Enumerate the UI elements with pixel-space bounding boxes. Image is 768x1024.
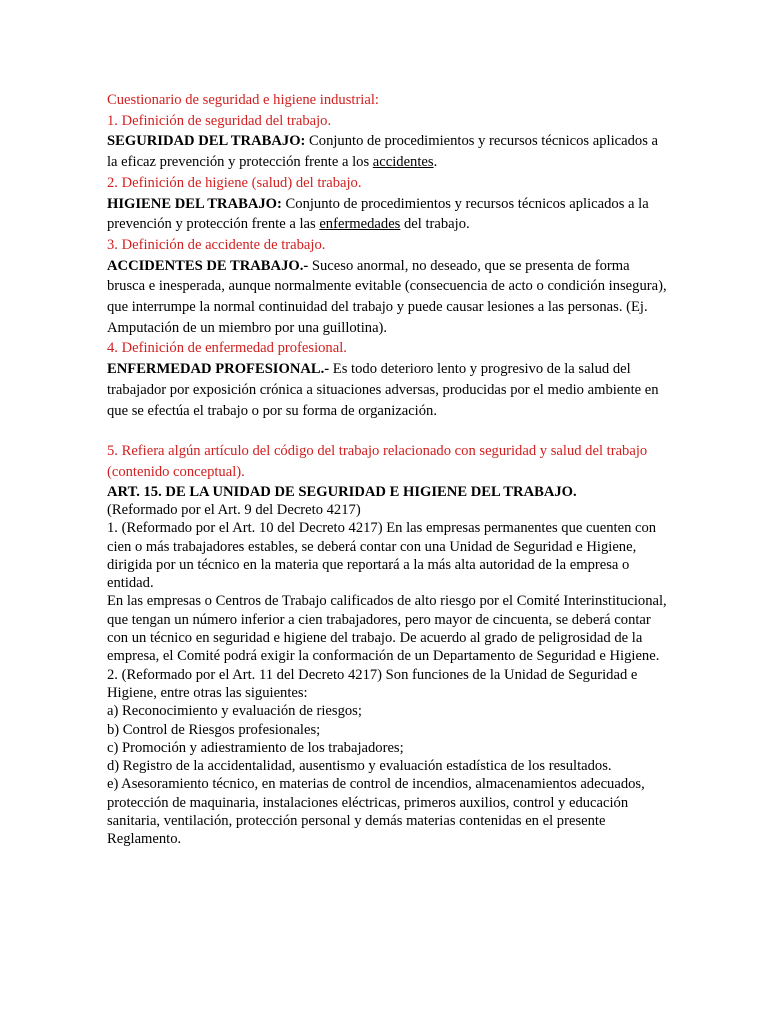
article-heading-text: ART. 15. DE LA UNIDAD DE SEGURIDAD E HIGIENE DEL TRABAJO. [107,483,577,500]
answer-2-text: Conjunto de procedimientos y recursos técnicos aplicados a la prevención y protección frente a las [107,195,649,233]
answer-1-underlined: accidentes [372,154,434,171]
question-3: 3. Definición de accidente de trabajo. [107,236,326,253]
article-paragraph-2: En las empresas o Centros de Trabajo calificados de alto riesgo por el Comité Interinstitucional, que tengan un número inferior a cien trabajadores, pero mayor de cincuenta, se deberá contar con un técnico en seguridad e higiene del trabajo. De acuerdo al grado de peligrosidad de la empresa, el Comité podrá exigir la conformación de un Departamento de Seguridad e Higiene. [107,593,667,665]
answer-3 [107,256,667,339]
questionnaire-section [107,90,667,483]
list-item: a) Reconocimiento y evaluación de riesgos; [107,703,362,720]
document-title: Cuestionario de seguridad e higiene industrial: [107,92,379,108]
question-4: 4. Definición de enfermedad profesional. [107,340,347,357]
list-item: c) Promoción y adiestramiento de los trabajadores; [107,739,404,756]
answer-2 [107,194,667,235]
answer-1-term: SEGURIDAD DEL TRABAJO: [107,133,306,150]
article-paragraph-1: 1. (Reformado por el Art. 10 del Decreto 4217) En las empresas permanentes que cuenten con cien o más trabajadores estables, se deberá contar con una Unidad de Seguridad e Higiene, dirigida por un técnico en la materia que reportará a la más alta autoridad de la empresa o entidad. [107,520,657,592]
answer-3-term: ACCIDENTES DE TRABAJO.- [107,257,309,274]
list-item: d) Registro de la accidentalidad, ausentismo y evaluación estadística de los resultados. [107,758,612,775]
answer-1-end: . [433,154,438,171]
question-1: 1. Definición de seguridad del trabajo. [107,112,332,129]
list-item: b) Control de Riesgos profesionales; [107,721,321,738]
answer-4 [107,359,667,421]
article-heading [107,483,667,501]
answer-2-term: HIGIENE DEL TRABAJO: [107,195,282,212]
answer-4-text: Es todo deterioro lento y progresivo de la salud del trabajador por exposición crónica a situaciones adversas, producidas por el medio ambiente en que se efectúa el trabajo o por su forma de organización. [107,361,659,419]
document-page [107,90,667,849]
article-section [107,483,667,849]
question-5: 5. Refiera algún artículo del código del trabajo relacionado con seguridad y salud del trabajo (contenido conceptual). [107,443,648,480]
list-item: e) Asesoramiento técnico, en materias de control de incendios, almacenamientos adecuados, protección de maquinaria, instalaciones eléctricas, primeros auxilios, control y educación sanitaria, ventilación, protección personal y demás materias contenidas en el presente Reglamento. [107,776,645,848]
answer-1 [107,131,667,172]
article-reform-note: (Reformado por el Art. 9 del Decreto 4217) [107,501,361,518]
paragraph-gap [107,421,667,441]
answer-1-text: Conjunto de procedimientos y recursos técnicos aplicados a la eficaz prevención y protección frente a los [107,133,658,171]
question-2: 2. Definición de higiene (salud) del trabajo. [107,174,362,191]
answer-2-end: del trabajo. [400,216,470,233]
answer-2-underlined: enfermedades [319,216,401,233]
answer-3-text: Suceso anormal, no deseado, que se presenta de forma brusca e inesperada, aunque normalmente evitable (consecuencia de acto o condición insegura), que interrumpe la normal continuidad del trabajo y puede causar lesiones a las personas. (Ej. Amputación de un miembro por una guillotina). [107,257,667,336]
answer-4-term: ENFERMEDAD PROFESIONAL.- [107,361,330,378]
article-paragraph-3: 2. (Reformado por el Art. 11 del Decreto 4217) Son funciones de la Unidad de Seguridad e Higiene, entre otras las siguientes: [107,666,638,701]
